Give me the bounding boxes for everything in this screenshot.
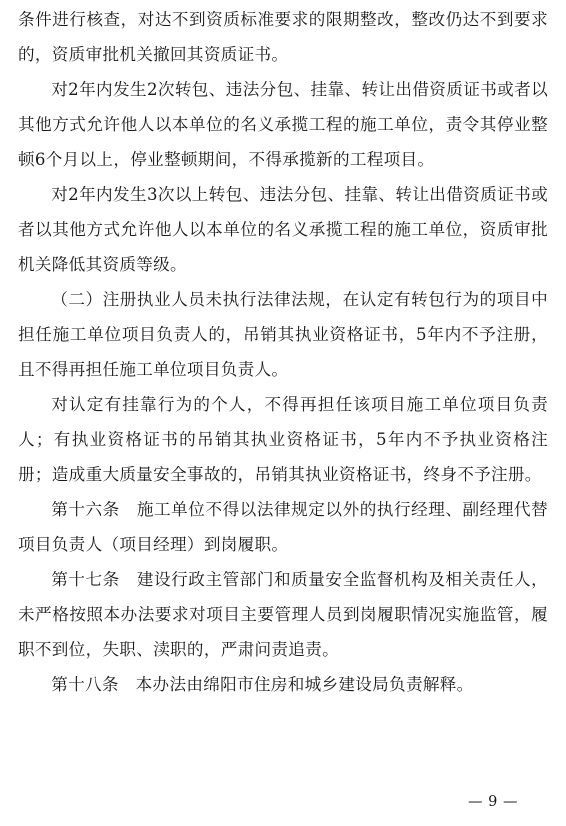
paragraph-2: 对2年内发生2次转包、违法分包、挂靠、转让出借资质证书或者以其他方式允许他人以本单位的名义承揽工程的施工单位，责令其停业整顿6个月以上，停业整顿期间，不得承揽新的工程项目。 — [18, 80, 548, 169]
article-17: 第十七条 建设行政主管部门和质量安全监督机构及相关责任人，未严格按照本办法要求对项目主要管理人员到岗履职情况实施监管，履职不到位，失职、渎职的，严肃问责追责。 — [18, 570, 548, 659]
page-number: — 9 — — [468, 794, 518, 810]
paragraph-3: 对2年内发生3次以上转包、违法分包、挂靠、转让出借资质证书或者以其他方式允许他人以本单位的名义承揽工程的施工单位，资质审批机关降低其资质等级。 — [18, 185, 548, 274]
article-16: 第十六条 施工单位不得以法律规定以外的执行经理、副经理代替项目负责人（项目经理）到岗履职。 — [18, 500, 548, 554]
body-text — [18, 2, 548, 702]
paragraph-5: 对认定有挂靠行为的个人，不得再担任该项目施工单位项目负责人；有执业资格证书的吊销其执业资格证书，5年内不予执业资格注册；造成重大质量安全事故的，吊销其执业资格证书，终身不予注册。 — [18, 395, 548, 484]
paragraph-1: 条件进行核查，对达不到资质标准要求的限期整改，整改仍达不到要求的，资质审批机关撤回其资质证书。 — [18, 10, 548, 64]
article-18: 第十八条 本办法由绵阳市住房和城乡建设局负责解释。 — [51, 675, 474, 694]
paragraph-4: （二）注册执业人员未执行法律法规，在认定有转包行为的项目中担任施工单位项目负责人的，吊销其执业资格证书，5年内不予注册，且不得再担任施工单位项目负责人。 — [18, 290, 548, 379]
